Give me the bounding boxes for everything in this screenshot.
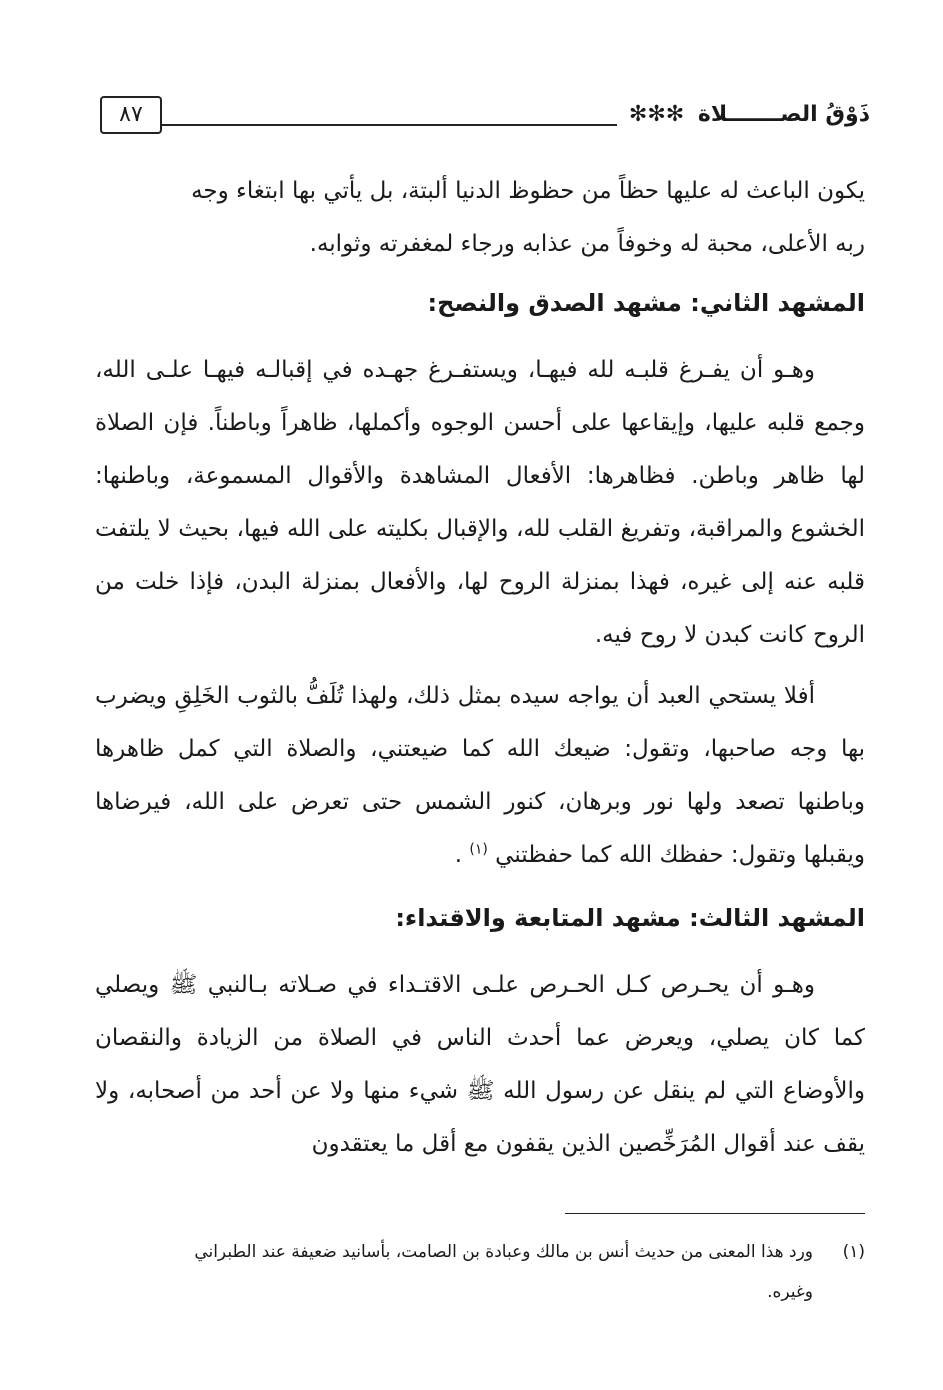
- paragraph-following: وهـو أن يحـرص كـل الحـرص علـى الاقتـداء في صـلاته بـالنبي ﷺ ويصلي كما كان يصلي، ويعرض عما أحدث الناس في الصلاة من الزيادة والنقصان والأوضاع التي لم ينقل عن رسول الله ﷺ شيء منها ولا عن أحد من أصحابه، ولا يقف عند أقوال المُرَخِّصين الذين يقفون مع أقل ما يعتقدون: [95, 972, 865, 1157]
- header-rule: [162, 124, 617, 126]
- footnote: [95, 1232, 865, 1312]
- footnote-separator: [565, 1213, 865, 1214]
- paragraph-continued-line-2: ربه الأعلى، محبة له وخوفاً من عذابه ورجاء لمغفرته وثوابه.: [309, 231, 865, 257]
- paragraph-shame: [95, 670, 865, 882]
- footnote-text: ورد هذا المعنى من حديث أنس بن مالك وعبادة بن الصامت، بأسانيد ضعيفة عند الطبراني: [194, 1242, 813, 1262]
- book-title-text: ذَوْقُ الصـــــــلاة: [697, 102, 870, 127]
- paragraph-truthfulness: وهـو أن يفـرغ قلبـه لله فيهـا، ويستفـرغ جهـده في إقبالـه فيهـا علـى الله، وجمع قلبه عليها، وإيقاعها على أحسن الوجوه وأكملها، ظاهراً وباطناً. فإن الصلاة لها ظاهر وباطن. فظاهرها: الأفعال المشاهدة والأقوال المسموعة، وباطنها: الخشوع والمراقبة، وتفريغ القلب لله، والإقبال بكليته على الله فيها، بحيث لا يلتفت قلبه عنه إلى غيره، فهذا بمنزلة الروح لها، والأفعال بمنزلة البدن، فإذا خلت من الروح كانت كبدن لا روح فيه.: [95, 357, 865, 648]
- footnote-line-1: [95, 1232, 865, 1272]
- paragraph-shame-end: .: [454, 842, 463, 868]
- ornament-stars: ✻✻✻: [628, 102, 685, 127]
- paragraph-continued-line-1: يكون الباعث له عليها حظاً من حظوظ الدنيا ألبتة، بل يأتي بها ابتغاء وجه: [191, 178, 865, 204]
- page-number: ٨٧: [100, 96, 162, 134]
- section-heading-2: المشهد الثاني: مشهد الصدق والنصح:: [427, 289, 865, 317]
- footnote-reference[interactable]: (١): [469, 841, 488, 858]
- running-title: [629, 102, 870, 127]
- footnote-number: (١): [842, 1242, 865, 1262]
- paragraph-shame-text: أفلا يستحي العبد أن يواجه سيده بمثل ذلك، ولهذا تُلَفُّ بالثوب الخَلِقِ ويضرب بها وجه صاحبها، وتقول: ضيعك الله كما ضيعتني، والصلاة التي كمل ظاهرها وباطنها تصعد ولها نور وبرهان، كنور الشمس حتى تعرض على الله، فيرضاها ويقبلها وتقول: حفظك الله كما حفظتني: [95, 683, 865, 868]
- main-text: [95, 165, 865, 1171]
- page-header: [100, 88, 870, 148]
- footnote-line-2: وغيره.: [767, 1282, 813, 1302]
- section-heading-3: المشهد الثالث: مشهد المتابعة والاقتداء:: [395, 904, 865, 932]
